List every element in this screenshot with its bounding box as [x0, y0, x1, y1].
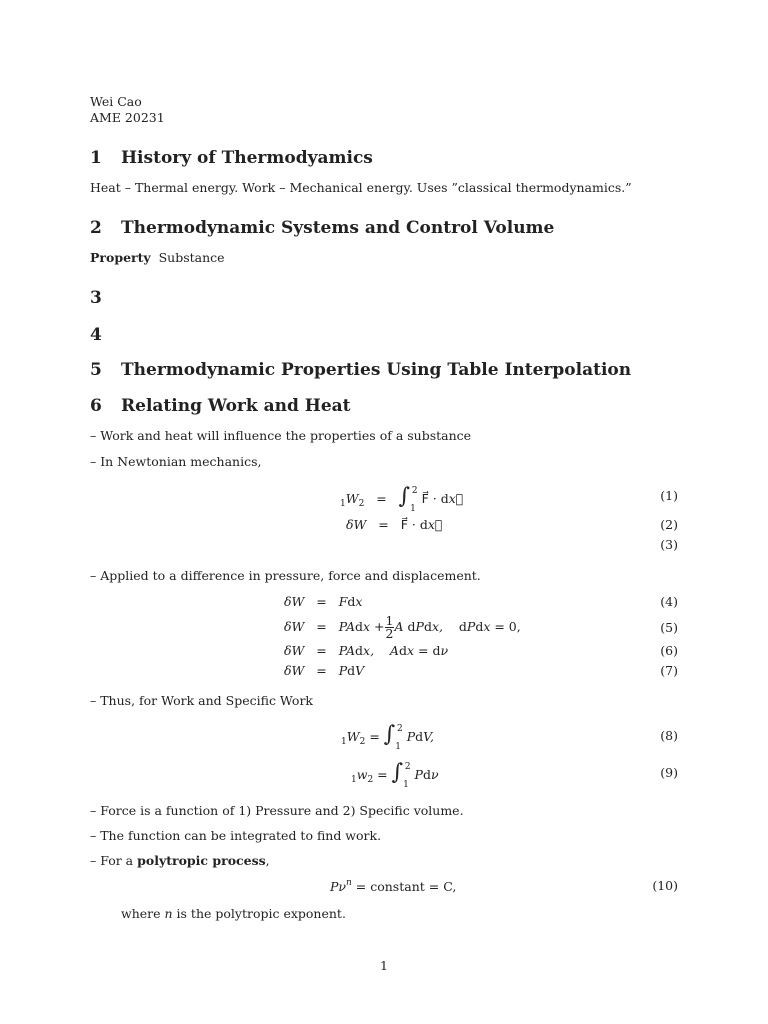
section-title: Relating Work and Heat	[121, 396, 351, 416]
page-number: 1	[380, 958, 388, 973]
property-label: Property	[90, 250, 151, 265]
equation-1: $_1W_2$ = $\int_1^2$ F⃗ · dx⃗	[340, 484, 464, 514]
section-1-text: Heat – Thermal energy. Work – Mechanical energy. Uses ”classical thermodynamics.”	[90, 180, 632, 195]
equation-number: (5)	[660, 620, 678, 635]
equation-5: δW = PAdx + $\frac{1}{2}$ A dPdx, dPdx = 0,	[284, 613, 521, 641]
equation-number: (4)	[660, 594, 678, 609]
list-item: – Force is a function of 1) Pressure and 2) Specific volume.	[90, 803, 464, 818]
list-item	[90, 853, 270, 868]
section-title: Thermodynamic Properties Using Table Interpolation	[121, 360, 632, 380]
list-item: – The function can be integrated to find work.	[90, 828, 382, 843]
where-suffix: is the polytropic exponent.	[172, 906, 346, 921]
equation-6: δW = PAdx, Adx = dν	[284, 643, 449, 658]
list-item: – Thus, for Work and Specific Work	[90, 693, 313, 708]
equation-number: (9)	[660, 765, 678, 780]
section-heading-1	[90, 148, 373, 168]
section-title: Thermodynamic Systems and Control Volume	[121, 218, 555, 238]
equation-4: δW = Fdx	[284, 594, 363, 609]
equation-8: $_1W_2 = \int_1^2$ PdV,	[341, 722, 434, 752]
section-heading-2	[90, 218, 554, 238]
poly-suffix: ,	[265, 853, 270, 868]
equation-number: (6)	[660, 643, 678, 658]
section-2-text	[90, 250, 225, 265]
equation-9: $_1w_2 = \int_1^2$ Pdν	[351, 760, 439, 790]
polytropic-process-term: polytropic process	[137, 853, 266, 868]
section-number: 2	[90, 218, 102, 238]
equation-7: δW = PdV	[284, 663, 365, 678]
section-heading-5	[90, 360, 631, 380]
poly-lhs: Pν	[330, 879, 347, 894]
where-text	[121, 906, 346, 921]
list-item: – Applied to a difference in pressure, force and displacement.	[90, 568, 481, 583]
equation-number: (3)	[660, 537, 678, 552]
section-heading-4	[90, 325, 121, 345]
where-prefix: where	[121, 906, 165, 921]
equation-10	[330, 878, 456, 894]
equation-number: (2)	[660, 517, 678, 532]
equation-2: δW = F⃗ · dx⃗	[346, 517, 443, 532]
where-variable: n	[164, 906, 173, 921]
section-number: 6	[90, 396, 102, 416]
section-title: History of Thermodyamics	[121, 148, 373, 168]
list-item: – In Newtonian mechanics,	[90, 454, 262, 469]
section-number: 5	[90, 360, 102, 380]
course-code: AME 20231	[90, 110, 165, 125]
section-heading-6	[90, 396, 351, 416]
poly-exponent: n	[346, 878, 352, 888]
equation-number: (8)	[660, 728, 678, 743]
poly-prefix: – For a	[90, 853, 138, 868]
poly-rhs: = constant = C,	[351, 879, 457, 894]
equation-number: (7)	[660, 663, 678, 678]
list-item: – Work and heat will influence the properties of a substance	[90, 428, 472, 443]
section-heading-3	[90, 288, 121, 308]
section-number: 3	[90, 288, 102, 308]
equation-number: (10)	[652, 878, 678, 893]
author-name: Wei Cao	[90, 94, 142, 109]
equation-number: (1)	[660, 488, 678, 503]
section-number: 1	[90, 148, 102, 168]
property-value: Substance	[158, 250, 225, 265]
section-number: 4	[90, 325, 102, 345]
